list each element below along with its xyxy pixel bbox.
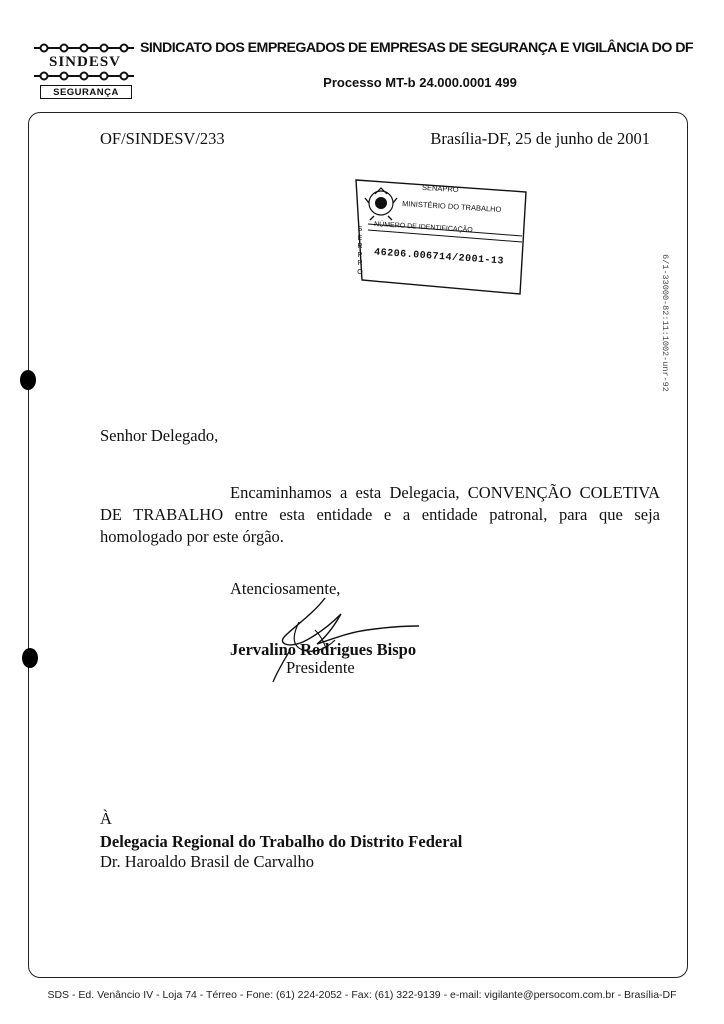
- letter-reference: OF/SINDESV/233: [100, 129, 225, 148]
- stamp-id-label: NÚMERO DE IDENTIFICAÇÃO: [373, 220, 473, 235]
- recipient-institution: Delegacia Regional do Trabalho do Distrito Federal: [100, 832, 463, 851]
- process-number: Processo MT-b 24.000.0001 499: [323, 75, 517, 90]
- ministry-receipt-stamp: [350, 176, 530, 298]
- letter-date: Brasília-DF, 25 de junho de 2001: [430, 129, 650, 148]
- organization-name: SINDICATO DOS EMPREGADOS DE EMPRESAS DE SEGURANÇA E VIGILÂNCIA DO DF: [140, 40, 694, 56]
- stamp-id-number: 46206.006714/2001-13: [373, 247, 505, 268]
- side-letter: O: [357, 268, 363, 276]
- side-letter: S: [357, 226, 363, 233]
- recipient-person: Dr. Haroaldo Brasil de Carvalho: [100, 852, 314, 871]
- recipient-preposition: À: [100, 809, 112, 828]
- punch-hole: [20, 370, 36, 390]
- logo-subtitle: SEGURANÇA: [40, 85, 132, 99]
- side-letter: R: [357, 243, 363, 250]
- stamp-side-letters: [356, 226, 364, 277]
- closing: Atenciosamente,: [230, 579, 341, 598]
- letter-body: [100, 482, 660, 548]
- side-letter: R: [357, 260, 363, 267]
- protocol-timestamp: [655, 195, 675, 450]
- signer-name: Jervalino Rodrigues Bispo: [230, 640, 417, 659]
- side-letter: E: [357, 234, 363, 242]
- logo-name: SINDESV: [48, 54, 122, 70]
- body-line: homologado por este órgão.: [100, 527, 284, 546]
- protocol-timestamp-text: 6/1-33000-82:11:1002-unr-92: [660, 253, 670, 392]
- footer-contact: SDS - Ed. Venâncio IV - Loja 74 - Térreo - Fone: (61) 224-2052 - Fax: (61) 322-9139 - e-mail: vigilante@persocom.com.br - Brasília-DF: [47, 989, 677, 1001]
- body-line: Encaminhamos a esta Delegacia, CONVENÇÃO COLETIVA: [230, 483, 660, 502]
- punch-hole: [22, 648, 38, 668]
- signer-title: Presidente: [286, 658, 355, 677]
- salutation: Senhor Delegado,: [100, 426, 219, 445]
- stamp-ministry: MINISTÉRIO DO TRABALHO: [401, 198, 502, 215]
- body-line: DE TRABALHO entre esta entidade e a entidade patronal, para que seja: [100, 505, 660, 524]
- coat-of-arms-icon: [364, 186, 398, 222]
- stamp-agency: SENAPRO: [421, 182, 459, 195]
- side-letter: P: [357, 251, 363, 259]
